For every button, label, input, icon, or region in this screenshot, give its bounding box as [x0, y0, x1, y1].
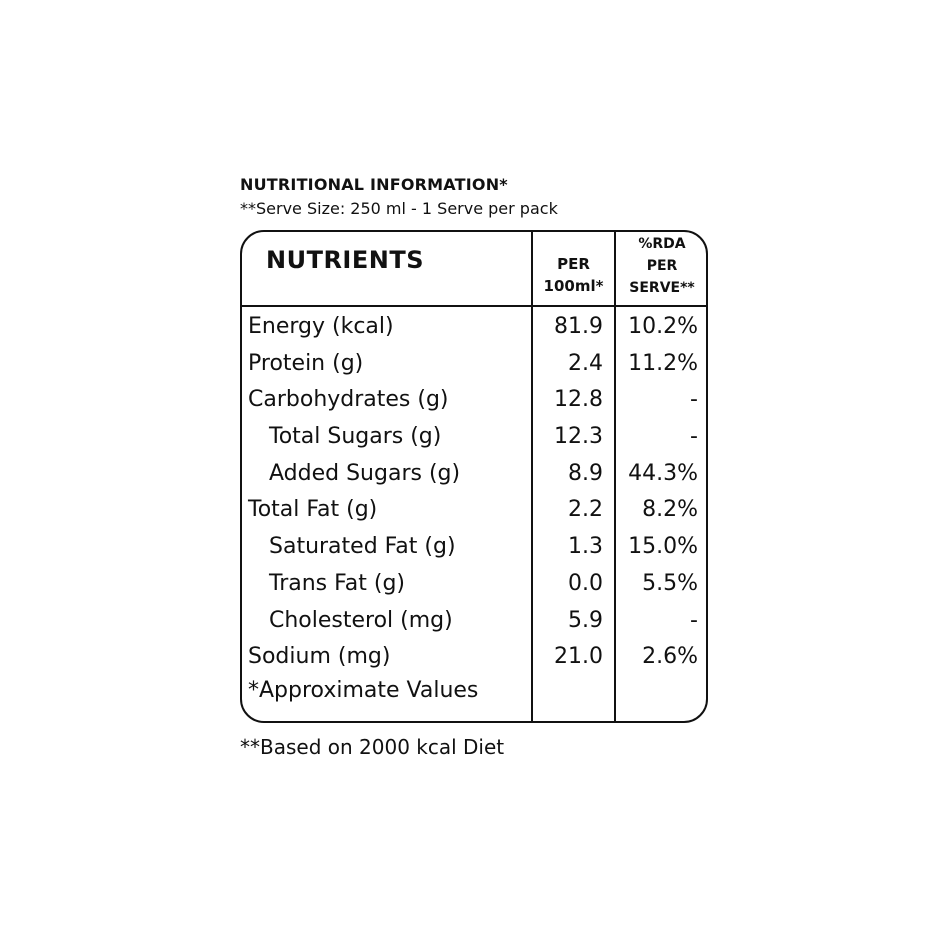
per-100ml-value: 12.3: [554, 424, 603, 450]
rda-value: 5.5%: [642, 570, 698, 596]
header-rda-line3: SERVE**: [629, 280, 695, 296]
rda-value: 44.3%: [628, 460, 698, 486]
rda-value: 2.6%: [642, 644, 698, 670]
header-rda-line1: %RDA: [638, 236, 686, 252]
table-row: [242, 530, 706, 567]
per-100ml-value: 0.0: [568, 570, 603, 596]
rda-value: 10.2%: [628, 314, 698, 339]
approximate-values-note: *Approximate Values: [248, 678, 479, 703]
nutrient-name: Total Sugars (g): [269, 424, 442, 450]
rda-value: 8.2%: [642, 497, 698, 523]
per-100ml-value: 2.4: [568, 350, 603, 376]
nutrient-name: Cholesterol (mg): [269, 607, 453, 633]
nutrient-name: Saturated Fat (g): [269, 534, 456, 560]
rda-value: -: [690, 424, 698, 450]
nutrient-name: Carbohydrates (g): [248, 387, 449, 413]
per-100ml-value: 81.9: [554, 314, 603, 339]
table-row: [242, 347, 706, 384]
per-100ml-value: 1.3: [568, 534, 603, 560]
table-row: [242, 604, 706, 641]
per-100ml-value: 12.8: [554, 387, 603, 413]
rda-value: 11.2%: [628, 350, 698, 376]
per-100ml-value: 8.9: [568, 460, 603, 486]
rda-value: 15.0%: [628, 534, 698, 560]
table-row: [242, 420, 706, 457]
nutrition-heading: NUTRITIONAL INFORMATION*: [240, 175, 508, 194]
table-row: [242, 567, 706, 604]
rda-value: -: [690, 387, 698, 413]
header-per-100ml-line1: PER: [557, 255, 590, 273]
nutrient-name: Added Sugars (g): [269, 460, 461, 486]
nutrient-rows: [242, 310, 706, 677]
serve-size-text: **Serve Size: 250 ml - 1 Serve per pack: [240, 199, 558, 218]
table-row: [242, 457, 706, 494]
per-100ml-value: 2.2: [568, 497, 603, 523]
header-per-100ml: [533, 253, 614, 297]
table-row: [242, 310, 706, 347]
nutrient-name: Sodium (mg): [248, 644, 391, 670]
header-rda-per-serve: [616, 233, 708, 299]
header-divider: [242, 305, 706, 307]
table-row: [242, 493, 706, 530]
rda-footnote: **Based on 2000 kcal Diet: [240, 735, 505, 759]
nutrition-table: [240, 230, 708, 723]
nutrient-name: Energy (kcal): [248, 314, 394, 339]
header-per-100ml-line2: 100ml*: [543, 277, 604, 295]
nutrient-name: Total Fat (g): [248, 497, 378, 523]
nutrient-name: Trans Fat (g): [269, 570, 405, 596]
nutrient-name: Protein (g): [248, 350, 364, 376]
table-row: [242, 383, 706, 420]
header-nutrients: NUTRIENTS: [266, 246, 424, 274]
table-row: [242, 640, 706, 677]
rda-value: -: [690, 607, 698, 633]
per-100ml-value: 21.0: [554, 644, 603, 670]
per-100ml-value: 5.9: [568, 607, 603, 633]
header-rda-line2: PER: [646, 258, 678, 274]
